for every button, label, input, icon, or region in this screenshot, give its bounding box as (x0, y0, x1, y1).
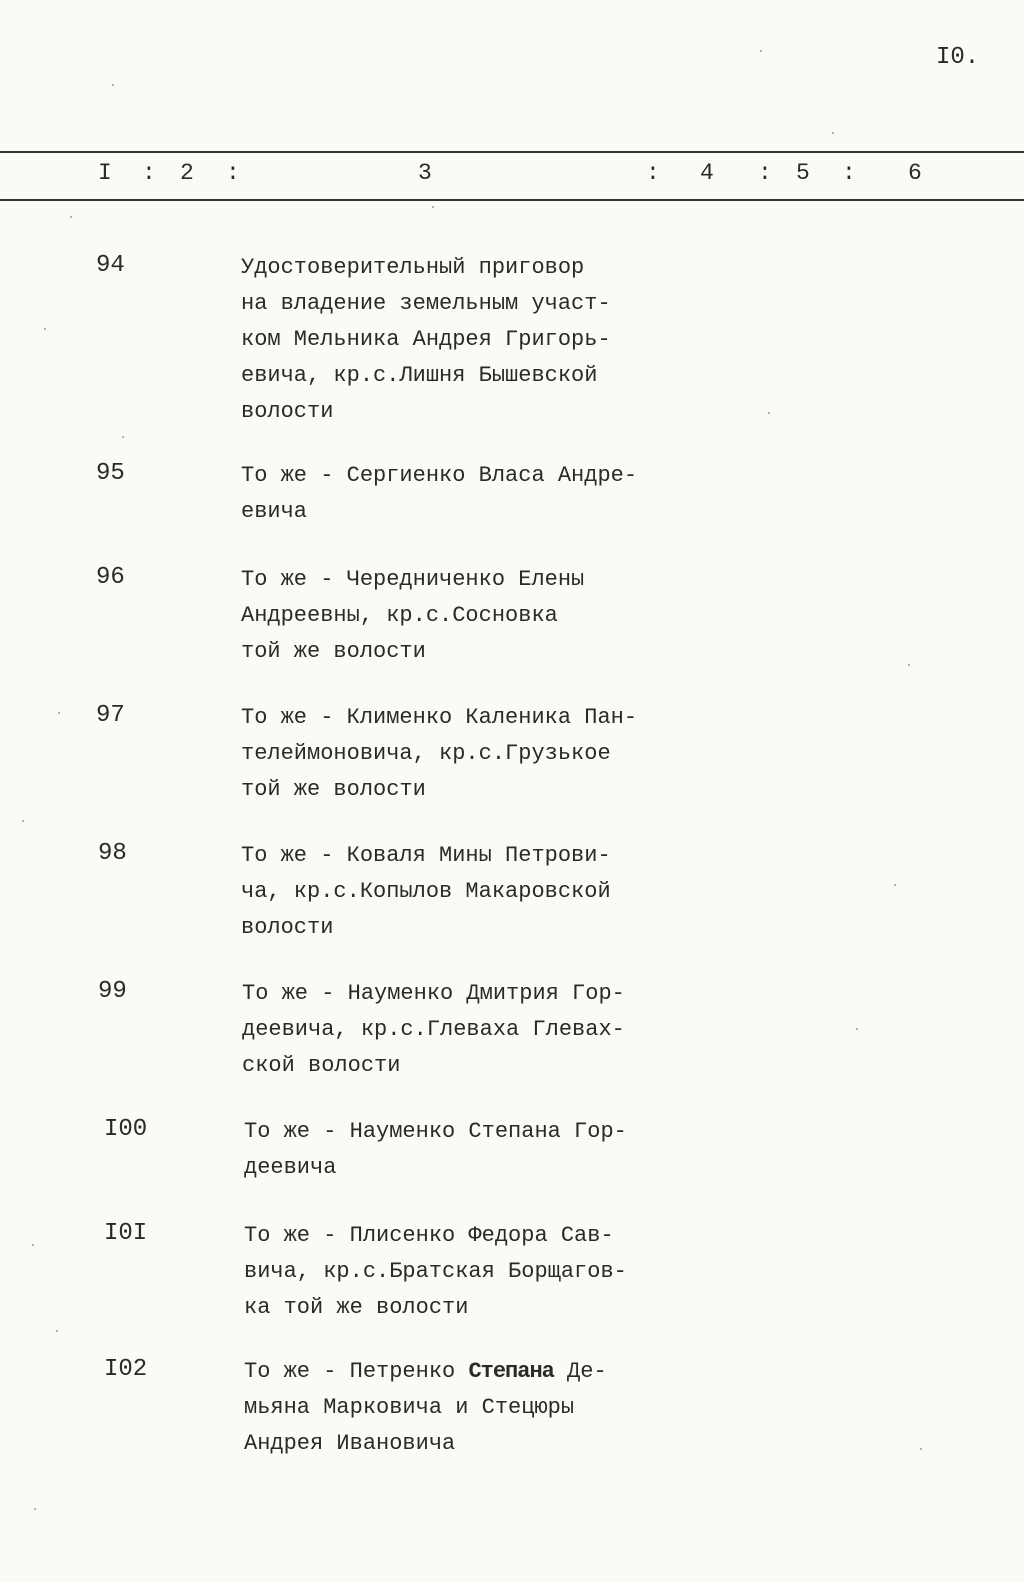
col-separator: : (758, 160, 772, 186)
entry-number: 94 (96, 252, 125, 279)
entry-description: То же - Науменко Дмитрия Гор- деевича, кр.с.Глеваха Глевах- ской волости (242, 981, 625, 1078)
entry-number: 97 (96, 702, 125, 729)
entry-number: I0I (104, 1220, 148, 1247)
col-separator: : (646, 160, 660, 186)
table-header-rule (0, 199, 1024, 201)
col-header-5: 5 (796, 160, 810, 186)
col-header-4: 4 (700, 160, 714, 186)
entry-description: То же - Клименко Каленика Пан- телеймоновича, кр.с.Грузькое той же волости (241, 705, 638, 802)
entry-description: Удостоверительный приговор на владение земельным участ- ком Мельника Андрея Григорь- евича, кр.с.Лишня Бышевской волости (241, 255, 611, 424)
entry-description: То же - Чередниченко Елены Андреевны, кр.с.Сосновка той же волости (241, 567, 585, 664)
entry-text-rest: мьяна Марковича и Стецюры Андрея Ивановича (244, 1395, 575, 1456)
page-number: I0. (936, 44, 980, 71)
entry-description (244, 1354, 714, 1462)
entry-text-start: То же - Петренко (244, 1359, 469, 1384)
col-header-6: 6 (908, 160, 922, 186)
entry-description: То же - Сергиенко Власа Андре- евича (241, 463, 638, 524)
entry-number: 95 (96, 460, 125, 487)
entry-number: 96 (96, 564, 125, 591)
entry-text-line-end: Де- (553, 1359, 607, 1384)
entry-number: 99 (98, 978, 127, 1005)
entry-number: 98 (98, 840, 127, 867)
col-header-1: I (98, 160, 112, 186)
col-header-3: 3 (418, 160, 432, 186)
col-header-2: 2 (180, 160, 194, 186)
col-separator: : (226, 160, 240, 186)
entry-description: То же - Плисенко Федора Сав- вича, кр.с.Братская Борщагов- ка той же волости (244, 1223, 627, 1320)
col-separator: : (842, 160, 856, 186)
entry-description: То же - Коваля Мины Петрови- ча, кр.с.Копылов Макаровской волости (241, 843, 611, 940)
col-separator: : (142, 160, 156, 186)
entry-number: I00 (104, 1116, 148, 1143)
entry-number: I02 (104, 1356, 148, 1383)
struck-out-word: Степана (468, 1359, 554, 1384)
table-top-rule (0, 151, 1024, 153)
entry-description: То же - Науменко Степана Гор- деевича (244, 1119, 627, 1180)
